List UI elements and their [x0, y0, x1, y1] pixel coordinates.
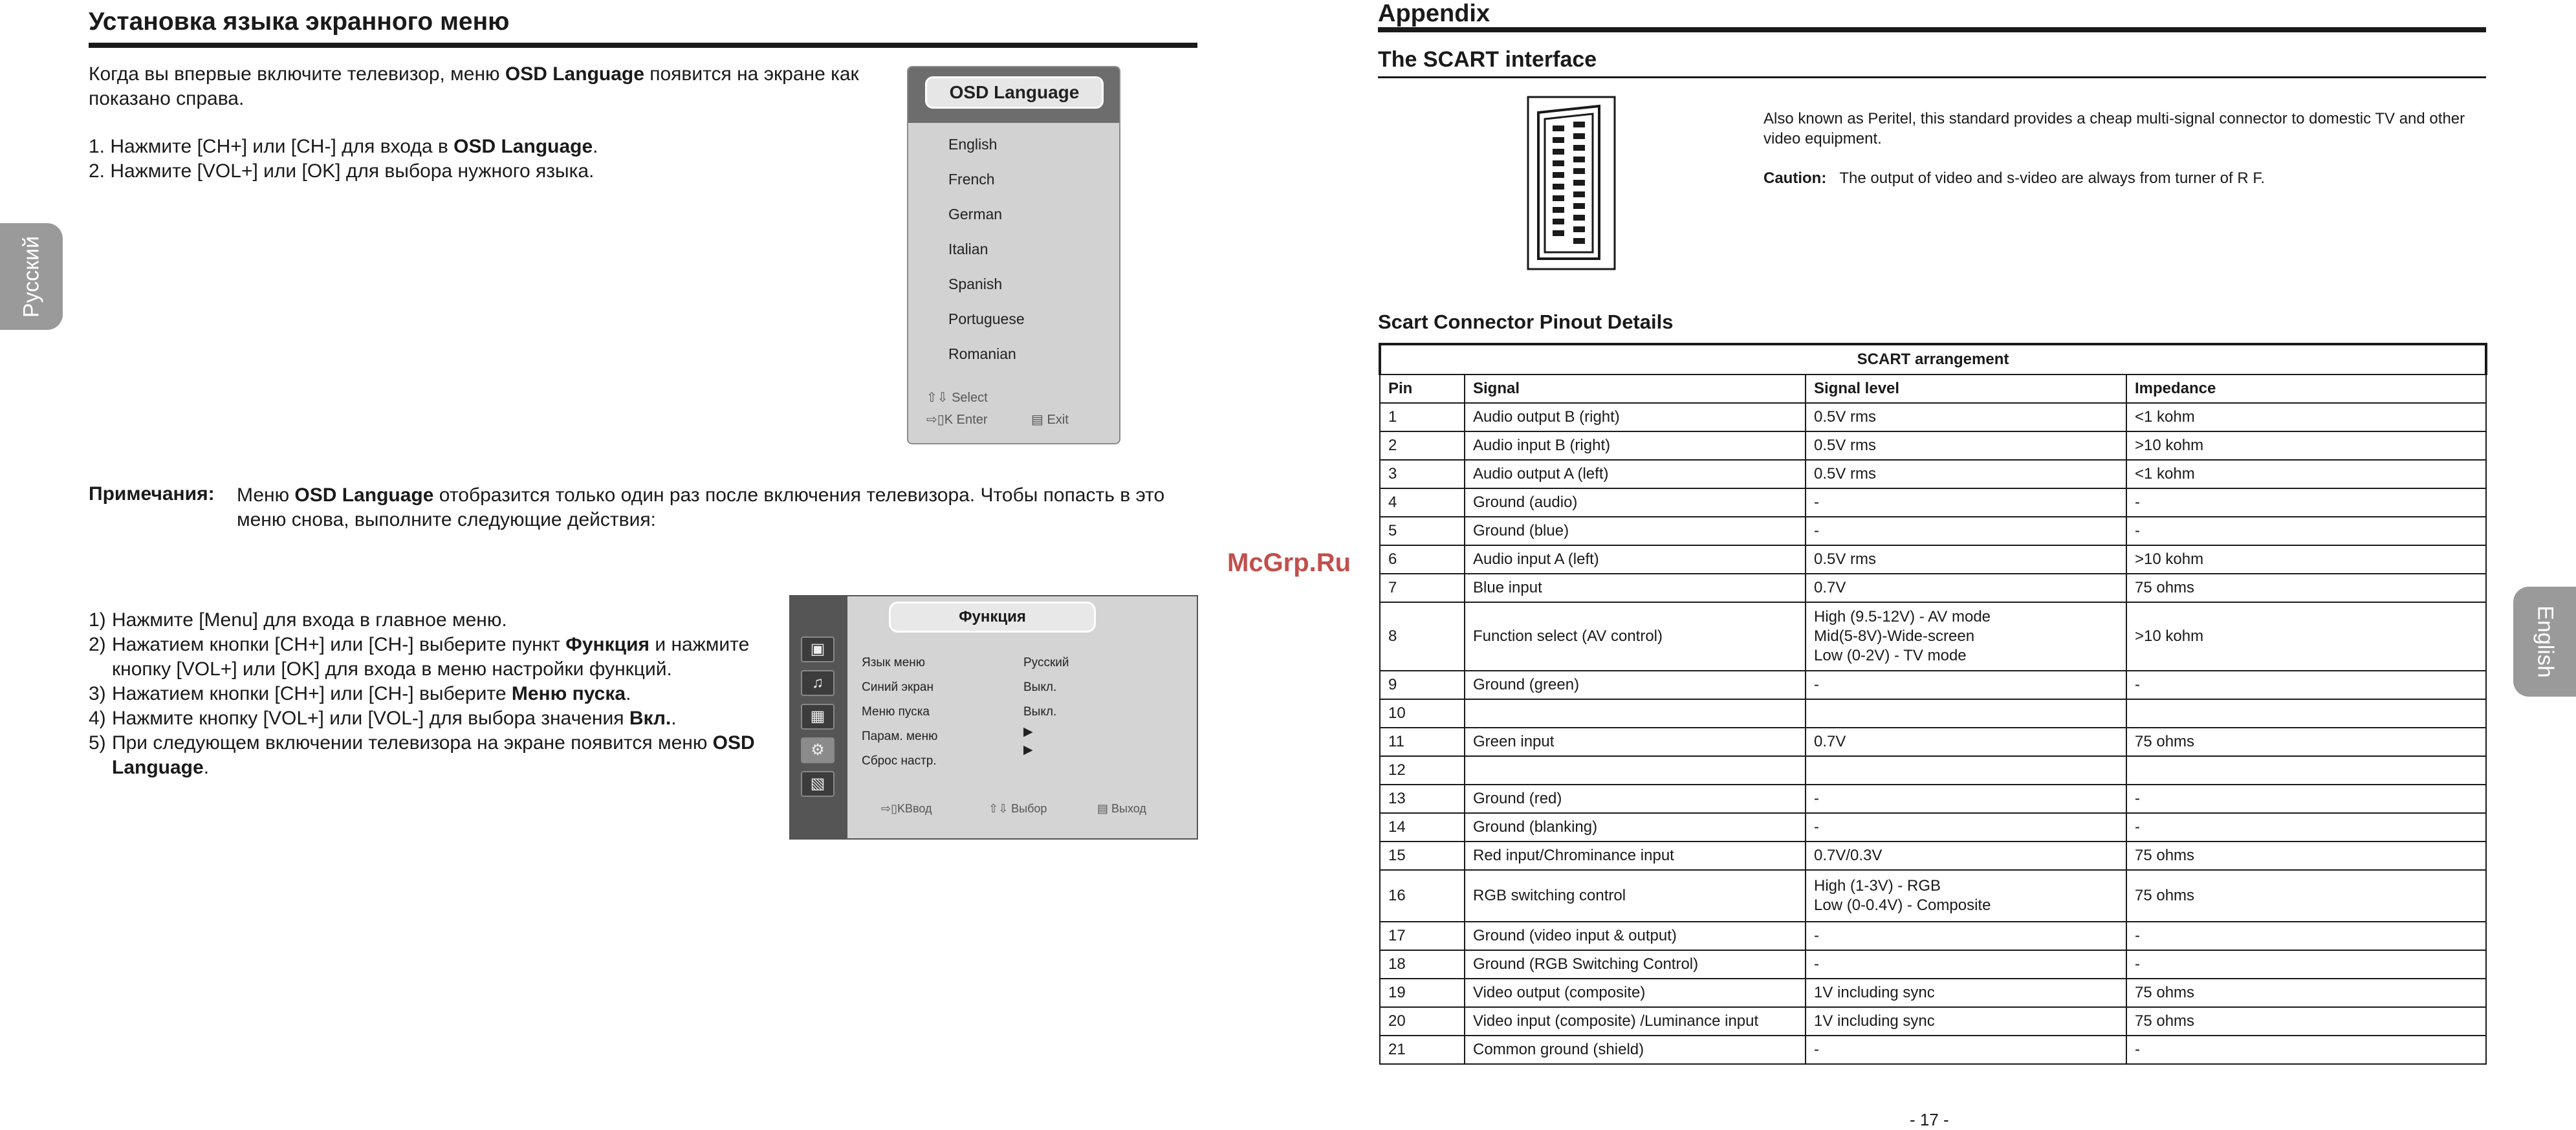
instruction-step — [89, 159, 594, 184]
column-header: Signal level — [1806, 375, 2126, 403]
scart-description: Also known as Peritel, this standard provides a cheap multi-signal connector to domestic TV and other video equipment. — [1763, 110, 2465, 147]
table-row — [1380, 602, 2486, 671]
impedance-cell: - — [2126, 922, 2486, 950]
pin-cell: 5 — [1380, 517, 1465, 545]
picture-icon: ▣ — [801, 636, 835, 662]
signal-level-cell: 0.5V rms — [1806, 403, 2126, 431]
pinout-title: Scart Connector Pinout Details — [1378, 310, 1674, 333]
signal-level-cell: - — [1806, 671, 2126, 699]
language-tab-label: English — [2533, 605, 2557, 678]
scart-divider — [1378, 76, 2486, 78]
list-item — [89, 731, 774, 780]
function-row-value: Выкл. — [1023, 705, 1057, 719]
scart-section-title: The SCART interface — [1378, 47, 1597, 72]
osd-menu-title: OSD Language — [925, 76, 1104, 109]
impedance-cell: - — [2126, 488, 2486, 517]
impedance-cell: 75 ohms — [2126, 574, 2486, 602]
intro-text-end: появится на экране как показано справа. — [89, 63, 859, 109]
signal-level-cell: 0.5V rms — [1806, 431, 2126, 460]
signal-level-cell: 0.7V/0.3V — [1806, 842, 2126, 870]
signal-cell: Ground (video input & output) — [1465, 922, 1806, 950]
signal-level-cell: High (1-3V) - RGB Low (0-0.4V) - Composite — [1806, 870, 2126, 922]
list-number: 2) — [89, 634, 106, 655]
notes-part-end: отобразится только один раз после включения телевизора. Чтобы попасть в это меню снова, выполните следующие действия: — [237, 484, 1165, 530]
footer-select-label: Выбор — [1011, 802, 1047, 815]
osd-language-item: Spanish — [948, 276, 1003, 292]
pin-cell: 20 — [1380, 1007, 1465, 1036]
table-row — [1380, 671, 2486, 699]
table-row — [1380, 950, 2486, 979]
signal-cell: Green input — [1465, 728, 1806, 756]
impedance-cell: 75 ohms — [2126, 1007, 2486, 1036]
appendix-title: Appendix — [1378, 0, 1490, 27]
osd-language-item: Italian — [948, 241, 988, 257]
table-row — [1380, 785, 2486, 813]
intro-paragraph — [89, 62, 891, 111]
intro-text: Когда вы впервые включите телевизор, меню — [89, 63, 505, 85]
signal-level-cell: - — [1806, 1036, 2126, 1064]
impedance-cell: 75 ohms — [2126, 979, 2486, 1007]
pin-cell: 15 — [1380, 842, 1465, 870]
language-tab-english — [2513, 587, 2576, 697]
table-body — [1380, 403, 2486, 1064]
pin-cell: 12 — [1380, 756, 1465, 785]
signal-level-cell: 0.7V — [1806, 728, 2126, 756]
signal-cell: Audio input B (right) — [1465, 431, 1806, 460]
signal-level-cell: 0.5V rms — [1806, 545, 2126, 574]
step-end: . — [593, 136, 598, 157]
function-menu — [789, 595, 1198, 840]
signal-cell: Ground (blue) — [1465, 517, 1806, 545]
impedance-cell: - — [2126, 1036, 2486, 1064]
procedure-list — [89, 608, 774, 780]
pin-cell: 16 — [1380, 870, 1465, 922]
signal-level-cell: - — [1806, 517, 2126, 545]
table-row — [1380, 1036, 2486, 1064]
signal-cell: RGB switching control — [1465, 870, 1806, 922]
impedance-cell: - — [2126, 950, 2486, 979]
table-row — [1380, 756, 2486, 785]
scart-pinout-table — [1379, 343, 2487, 1065]
signal-cell: Audio output A (left) — [1465, 460, 1806, 488]
signal-level-cell: - — [1806, 950, 2126, 979]
footer-exit-label: Выход — [1111, 802, 1146, 815]
function-footer-select — [988, 802, 1047, 816]
notes-text — [237, 483, 1201, 532]
caution-label: Caution: — [1763, 169, 1827, 187]
signal-level-cell: - — [1806, 922, 2126, 950]
signal-cell: Ground (red) — [1465, 785, 1806, 813]
pin-cell: 7 — [1380, 574, 1465, 602]
pin-cell: 6 — [1380, 545, 1465, 574]
notes-part: Меню — [237, 484, 295, 506]
ok-icon: ⇨▯K — [926, 413, 957, 427]
list-item — [89, 706, 774, 731]
function-footer-enter — [881, 802, 932, 816]
watermark: McGrp.Ru — [1227, 549, 1351, 577]
table-row — [1380, 979, 2486, 1007]
pin-cell: 10 — [1380, 699, 1465, 728]
signal-cell: Audio input A (left) — [1465, 545, 1806, 574]
scart-connector-icon — [1527, 96, 1616, 270]
osd-footer-select — [926, 389, 988, 406]
signal-cell: Blue input — [1465, 574, 1806, 602]
impedance-cell: - — [2126, 785, 2486, 813]
list-item — [89, 633, 774, 682]
impedance-cell: <1 kohm — [2126, 460, 2486, 488]
impedance-cell: 75 ohms — [2126, 842, 2486, 870]
appendix-divider — [1378, 27, 2486, 32]
osd-language-list — [948, 127, 1025, 371]
impedance-cell: >10 kohm — [2126, 602, 2486, 671]
function-row-label: Язык меню — [862, 656, 926, 669]
function-row-label: Парам. меню — [862, 730, 938, 743]
list-number: 4) — [89, 708, 106, 729]
signal-cell: Ground (green) — [1465, 671, 1806, 699]
signal-cell: Audio output B (right) — [1465, 403, 1806, 431]
table-row — [1380, 431, 2486, 460]
signal-cell: Function select (AV control) — [1465, 602, 1806, 671]
intro-bold: OSD Language — [505, 63, 644, 85]
pin-cell: 13 — [1380, 785, 1465, 813]
impedance-cell: - — [2126, 813, 2486, 842]
pin-cell: 21 — [1380, 1036, 1465, 1064]
tv-icon: ▦ — [801, 704, 835, 730]
signal-level-cell — [1806, 699, 2126, 728]
function-row-value: Выкл. — [1023, 680, 1057, 694]
table-caption: SCART arrangement — [1380, 344, 2486, 375]
ok-icon: ⇨▯K — [881, 802, 905, 815]
impedance-cell: - — [2126, 517, 2486, 545]
table-header-row — [1380, 375, 2486, 403]
table-row — [1380, 870, 2486, 922]
table-row — [1380, 699, 2486, 728]
list-text: Нажмите [Menu] для входа в главное меню. — [112, 609, 507, 631]
lock-icon: ▧ — [801, 771, 835, 797]
impedance-cell: >10 kohm — [2126, 545, 2486, 574]
signal-level-cell: - — [1806, 813, 2126, 842]
signal-cell: Common ground (shield) — [1465, 1036, 1806, 1064]
table-row — [1380, 545, 2486, 574]
table-row — [1380, 842, 2486, 870]
osd-language-menu — [907, 66, 1120, 444]
impedance-cell: <1 kohm — [2126, 403, 2486, 431]
function-row-arrow: ▶ — [1023, 743, 1033, 757]
table-row — [1380, 728, 2486, 756]
impedance-cell: 75 ohms — [2126, 728, 2486, 756]
signal-level-cell — [1806, 756, 2126, 785]
pin-cell: 2 — [1380, 431, 1465, 460]
osd-enter-label: Enter — [956, 413, 988, 427]
signal-cell: Ground (blanking) — [1465, 813, 1806, 842]
signal-cell: Video output (composite) — [1465, 979, 1806, 1007]
function-icon: ⚙ — [801, 737, 835, 763]
list-text: При следующем включении телевизора на экране появится меню OSD Language. — [112, 732, 755, 778]
osd-exit-label: Exit — [1047, 413, 1069, 427]
osd-language-item: Portuguese — [948, 310, 1025, 327]
impedance-cell: 75 ohms — [2126, 870, 2486, 922]
pin-cell: 17 — [1380, 922, 1465, 950]
function-menu-title: Функция — [889, 602, 1096, 633]
osd-language-item: Romanian — [948, 345, 1016, 362]
step-text: 2. Нажмите [VOL+] или [OK] для выбора нужного языка. — [89, 160, 595, 182]
pin-cell: 19 — [1380, 979, 1465, 1007]
footer-enter-label: Ввод — [905, 802, 932, 815]
caution-text: The output of video and s-video are always from turner of R F. — [1839, 169, 2265, 187]
signal-level-cell: 1V including sync — [1806, 1007, 2126, 1036]
signal-level-cell: - — [1806, 785, 2126, 813]
table-row — [1380, 574, 2486, 602]
step-text: 1. Нажмите [CH+] или [CH-] для входа в — [89, 136, 454, 157]
list-item — [89, 682, 774, 706]
pin-cell: 18 — [1380, 950, 1465, 979]
step-bold: OSD Language — [453, 136, 593, 157]
title-divider — [89, 43, 1197, 48]
page-number: - 17 - — [1910, 1110, 1949, 1129]
function-footer-exit — [1097, 802, 1146, 816]
impedance-cell — [2126, 756, 2486, 785]
table-row — [1380, 460, 2486, 488]
list-number: 5) — [89, 732, 106, 754]
signal-cell: Ground (RGB Switching Control) — [1465, 950, 1806, 979]
impedance-cell: - — [2126, 671, 2486, 699]
table-row — [1380, 517, 2486, 545]
signal-level-cell: 1V including sync — [1806, 979, 2126, 1007]
pin-cell: 11 — [1380, 728, 1465, 756]
signal-level-cell: High (9.5-12V) - AV mode Mid(5-8V)-Wide-screen Low (0-2V) - TV mode — [1806, 602, 2126, 671]
signal-level-cell: - — [1806, 488, 2126, 517]
osd-footer-enter — [926, 411, 987, 428]
osd-language-item: English — [948, 136, 998, 153]
signal-cell — [1465, 699, 1806, 728]
page-title: Установка языка экранного меню — [89, 8, 510, 36]
pin-cell: 3 — [1380, 460, 1465, 488]
up-down-arrow-icon: ⇧⇩ — [988, 802, 1012, 815]
notes-label: Примечания: — [89, 483, 215, 505]
function-row-value: Русский — [1023, 656, 1069, 669]
impedance-cell: >10 kohm — [2126, 431, 2486, 460]
signal-cell: Red input/Chrominance input — [1465, 842, 1806, 870]
list-text: Нажатием кнопки [CH+] или [CH-] выберите пункт Функция и нажмите кнопку [VOL+] или [OK] для входа в меню настройки функций. — [112, 634, 750, 680]
osd-language-item: German — [948, 206, 1003, 223]
osd-footer-exit — [1031, 411, 1069, 428]
function-row-label: Синий экран — [862, 680, 933, 694]
pin-cell: 8 — [1380, 602, 1465, 671]
function-row-arrow: ▶ — [1023, 725, 1033, 739]
sound-icon: ♫ — [801, 670, 835, 696]
osd-select-label: Select — [952, 391, 988, 405]
list-text: Нажатием кнопки [CH+] или [CH-] выберите Меню пуска. — [112, 683, 631, 704]
table-row — [1380, 813, 2486, 842]
language-tab-label: Русский — [19, 235, 43, 318]
pin-cell: 4 — [1380, 488, 1465, 517]
list-text: Нажмите кнопку [VOL+] или [VOL-] для выбора значения Вкл.. — [112, 708, 677, 729]
pin-cell: 9 — [1380, 671, 1465, 699]
exit-icon: ▤ — [1031, 413, 1047, 427]
function-row-label: Сброс настр. — [862, 754, 937, 768]
signal-cell: Video input (composite) /Luminance input — [1465, 1007, 1806, 1036]
list-item — [89, 608, 774, 633]
up-down-arrow-icon: ⇧⇩ — [926, 391, 952, 405]
column-header: Impedance — [2126, 375, 2486, 403]
table-row — [1380, 488, 2486, 517]
function-row-label: Меню пуска — [862, 705, 930, 719]
signal-level-cell: 0.5V rms — [1806, 460, 2126, 488]
pin-cell: 14 — [1380, 813, 1465, 842]
column-header: Pin — [1380, 375, 1465, 403]
table-row — [1380, 403, 2486, 431]
table-row — [1380, 1007, 2486, 1036]
list-number: 1) — [89, 609, 106, 631]
list-number: 3) — [89, 683, 106, 704]
table-row — [1380, 922, 2486, 950]
signal-cell: Ground (audio) — [1465, 488, 1806, 517]
exit-icon: ▤ — [1097, 802, 1112, 815]
osd-language-item: French — [948, 171, 995, 188]
notes-bold: OSD Language — [294, 484, 434, 506]
instruction-step — [89, 135, 598, 159]
signal-cell — [1465, 756, 1806, 785]
signal-level-cell: 0.7V — [1806, 574, 2126, 602]
impedance-cell — [2126, 699, 2486, 728]
pin-cell: 1 — [1380, 403, 1465, 431]
language-tab-russian — [0, 223, 63, 330]
caution-note — [1763, 169, 2265, 188]
column-header: Signal — [1465, 375, 1806, 403]
